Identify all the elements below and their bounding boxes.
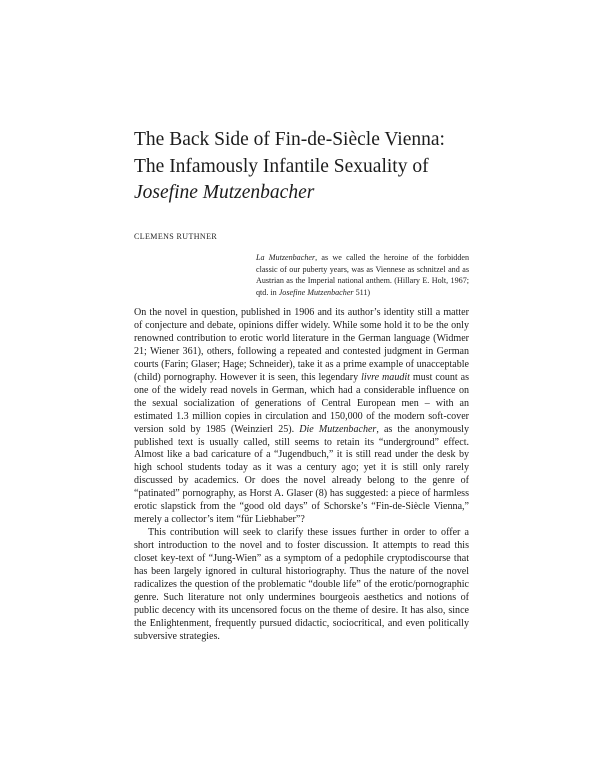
article-body [134, 307, 469, 644]
epigraph-citation-page: 511) [353, 288, 371, 298]
p1-text-b: must count as one of the widely read novels in German, which had a considerable influence on the sexual socialization of generations of Central European men – with an estimated 1.3 million copies in circulation and 150,000 of the modern soft-cover version sold by 1985 (Weinzierl 25). [134, 371, 469, 435]
body-paragraph-1 [134, 307, 469, 527]
epigraph [256, 252, 469, 299]
author-name: CLEMENS RUTHNER [134, 232, 218, 241]
epigraph-citation-title: Josefine Mutzenbacher [278, 288, 354, 298]
body-paragraph-2: This contribution will seek to clarify these issues further in order to offer a short introduction to the novel and to foster discussion. It attempts to read this closet key-text of “Jung-Wien” as a symptom of a pedophile cryptodiscourse that has been largely ignored in cultural historiography. Thus the nature of the novel radicalizes the question of the problematic “double life” of the erotic/pornographic genre. Such literature not only undermines bourgeois aesthetics and notions of public decency with its uncensored focus on the theme of desire. It has also, since the Enlightenment, frequently pursued didactic, sociocritical, and even politically subversive strategies. [134, 527, 469, 642]
article-title [134, 127, 554, 207]
p1-italic-livre-maudit: livre maudit [361, 371, 410, 383]
epigraph-italic-lead: La Mutzenbacher [256, 253, 316, 262]
p1-text-c: , as the anonymously published text is usually called, still seems to retain its “underground” effect. Almost like a bad caricature of a “Jugendbuch,” it is still read under the desk by high school students today as it was a century ago; yet it is still only rarely discussed by academics. Or does the novel already belong to the genre of “patinated” pornography, as Horst A. Glaser (8) has suggested: a piece of harmless erotic slapstick from the “good old days” of Schorske’s “Fin-de-Siècle Vienna,” merely a collector’s item “für Liebhaber”? [134, 423, 469, 526]
title-line-2: The Infamously Infantile Sexuality of [134, 155, 429, 177]
title-line-1: The Back Side of Fin-de-Siècle Vienna: [134, 129, 445, 150]
p1-text-a: On the novel in question, published in 1906 and its author’s identity still a matter of conjecture and debate, opinions differ widely. While some hold it to be the only renowned contribution to erotic world literature in the German language (Widmer 21; Wiener 361), others, following a repeated and contested judgment in German courts (Farin; Glaser; Hage; Schneider), take it as a prime example of unacceptable (child) pornography. However it is seen, this legendary [134, 307, 469, 383]
title-line-3: Josefine Mutzenbacher [134, 182, 315, 203]
p1-italic-die-mutzenbacher: Die Mutzenbacher [299, 423, 377, 435]
epigraph-quote: , as we called the heroine of the forbidden classic of our puberty years, was as Viennese as schnitzel and as Austrian as the Imperial national anthem. (Hillary E. Holt, 1967; qtd. in [256, 253, 470, 298]
